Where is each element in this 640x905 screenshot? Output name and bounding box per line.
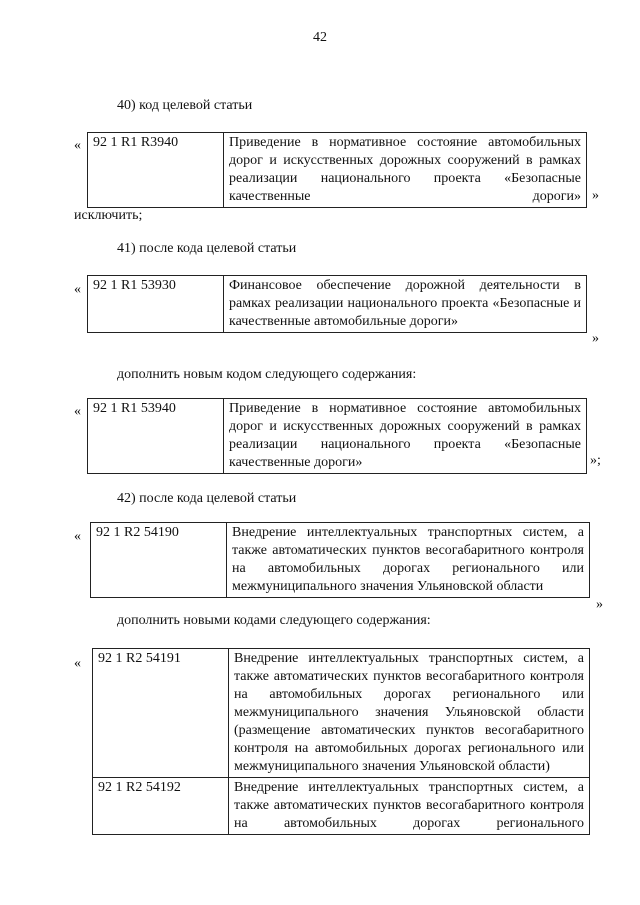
open-quote: « bbox=[74, 529, 81, 544]
item-40-heading: 40) код целевой статьи bbox=[117, 98, 253, 113]
open-quote: « bbox=[74, 138, 81, 153]
description-cell: Внедрение интеллектуальных транспортных систем, а также автоматических пунктов весогабаритного контроля на автомобильных дорогах регионального или межмуниципального значения Ульяновской области (размещение автоматических пунктов весогабаритного контроля на автомобильных дорогах регионального или межмуниципального значения Ульяновской области) bbox=[229, 649, 590, 778]
code-cell: 92 1 R1 53930 bbox=[88, 276, 224, 333]
code-cell: 92 1 R2 54190 bbox=[91, 523, 227, 598]
open-quote: « bbox=[74, 404, 81, 419]
description-cell: Внедрение интеллектуальных транспортных систем, а также автоматических пунктов весогабаритного контроля на автомобильных дорогах регионального bbox=[229, 778, 590, 835]
code-table-42 bbox=[90, 522, 590, 598]
code-cell: 92 1 R1 53940 bbox=[88, 399, 224, 474]
item-41-heading: 41) после кода целевой статьи bbox=[117, 241, 297, 256]
close-quote: »; bbox=[590, 453, 601, 468]
code-cell: 92 1 R1 R3940 bbox=[88, 133, 224, 208]
code-cell: 92 1 R2 54191 bbox=[93, 649, 229, 778]
table-row bbox=[88, 399, 587, 474]
open-quote: « bbox=[74, 282, 81, 297]
item-40-instruction: исключить; bbox=[74, 208, 143, 223]
close-quote: » bbox=[592, 188, 599, 203]
code-cell: 92 1 R2 54192 bbox=[93, 778, 229, 835]
item-41-instruction: дополнить новым кодом следующего содержания: bbox=[117, 367, 417, 382]
item-42-heading: 42) после кода целевой статьи bbox=[117, 491, 297, 506]
table-row bbox=[91, 523, 590, 598]
code-table-41 bbox=[87, 275, 587, 333]
close-quote: » bbox=[592, 331, 599, 346]
page-number: 42 bbox=[313, 30, 327, 45]
table-row bbox=[88, 276, 587, 333]
item-42-instruction: дополнить новыми кодами следующего содержания: bbox=[117, 613, 431, 628]
description-cell: Внедрение интеллектуальных транспортных систем, а также автоматических пунктов весогабаритного контроля на автомобильных дорогах регионального или межмуниципального значения Ульяновской области bbox=[227, 523, 590, 598]
description-cell: Финансовое обеспечение дорожной деятельности в рамках реализации национального проекта «Безопасные и качественные автомобильные дороги» bbox=[224, 276, 587, 333]
code-table-40 bbox=[87, 132, 587, 208]
table-row bbox=[93, 778, 590, 835]
open-quote: « bbox=[74, 656, 81, 671]
description-cell: Приведение в нормативное состояние автомобильных дорог и искусственных дорожных сооружений в рамках реализации национального проекта «Безопасные качественные дороги» bbox=[224, 399, 587, 474]
code-table-53940 bbox=[87, 398, 587, 474]
close-quote: » bbox=[596, 597, 603, 612]
code-table-new-54191 bbox=[92, 648, 590, 835]
table-row bbox=[93, 649, 590, 778]
table-row bbox=[88, 133, 587, 208]
description-cell: Приведение в нормативное состояние автомобильных дорог и искусственных дорожных сооружений в рамках реализации национального проекта «Безопасные качественные дороги» bbox=[224, 133, 587, 208]
